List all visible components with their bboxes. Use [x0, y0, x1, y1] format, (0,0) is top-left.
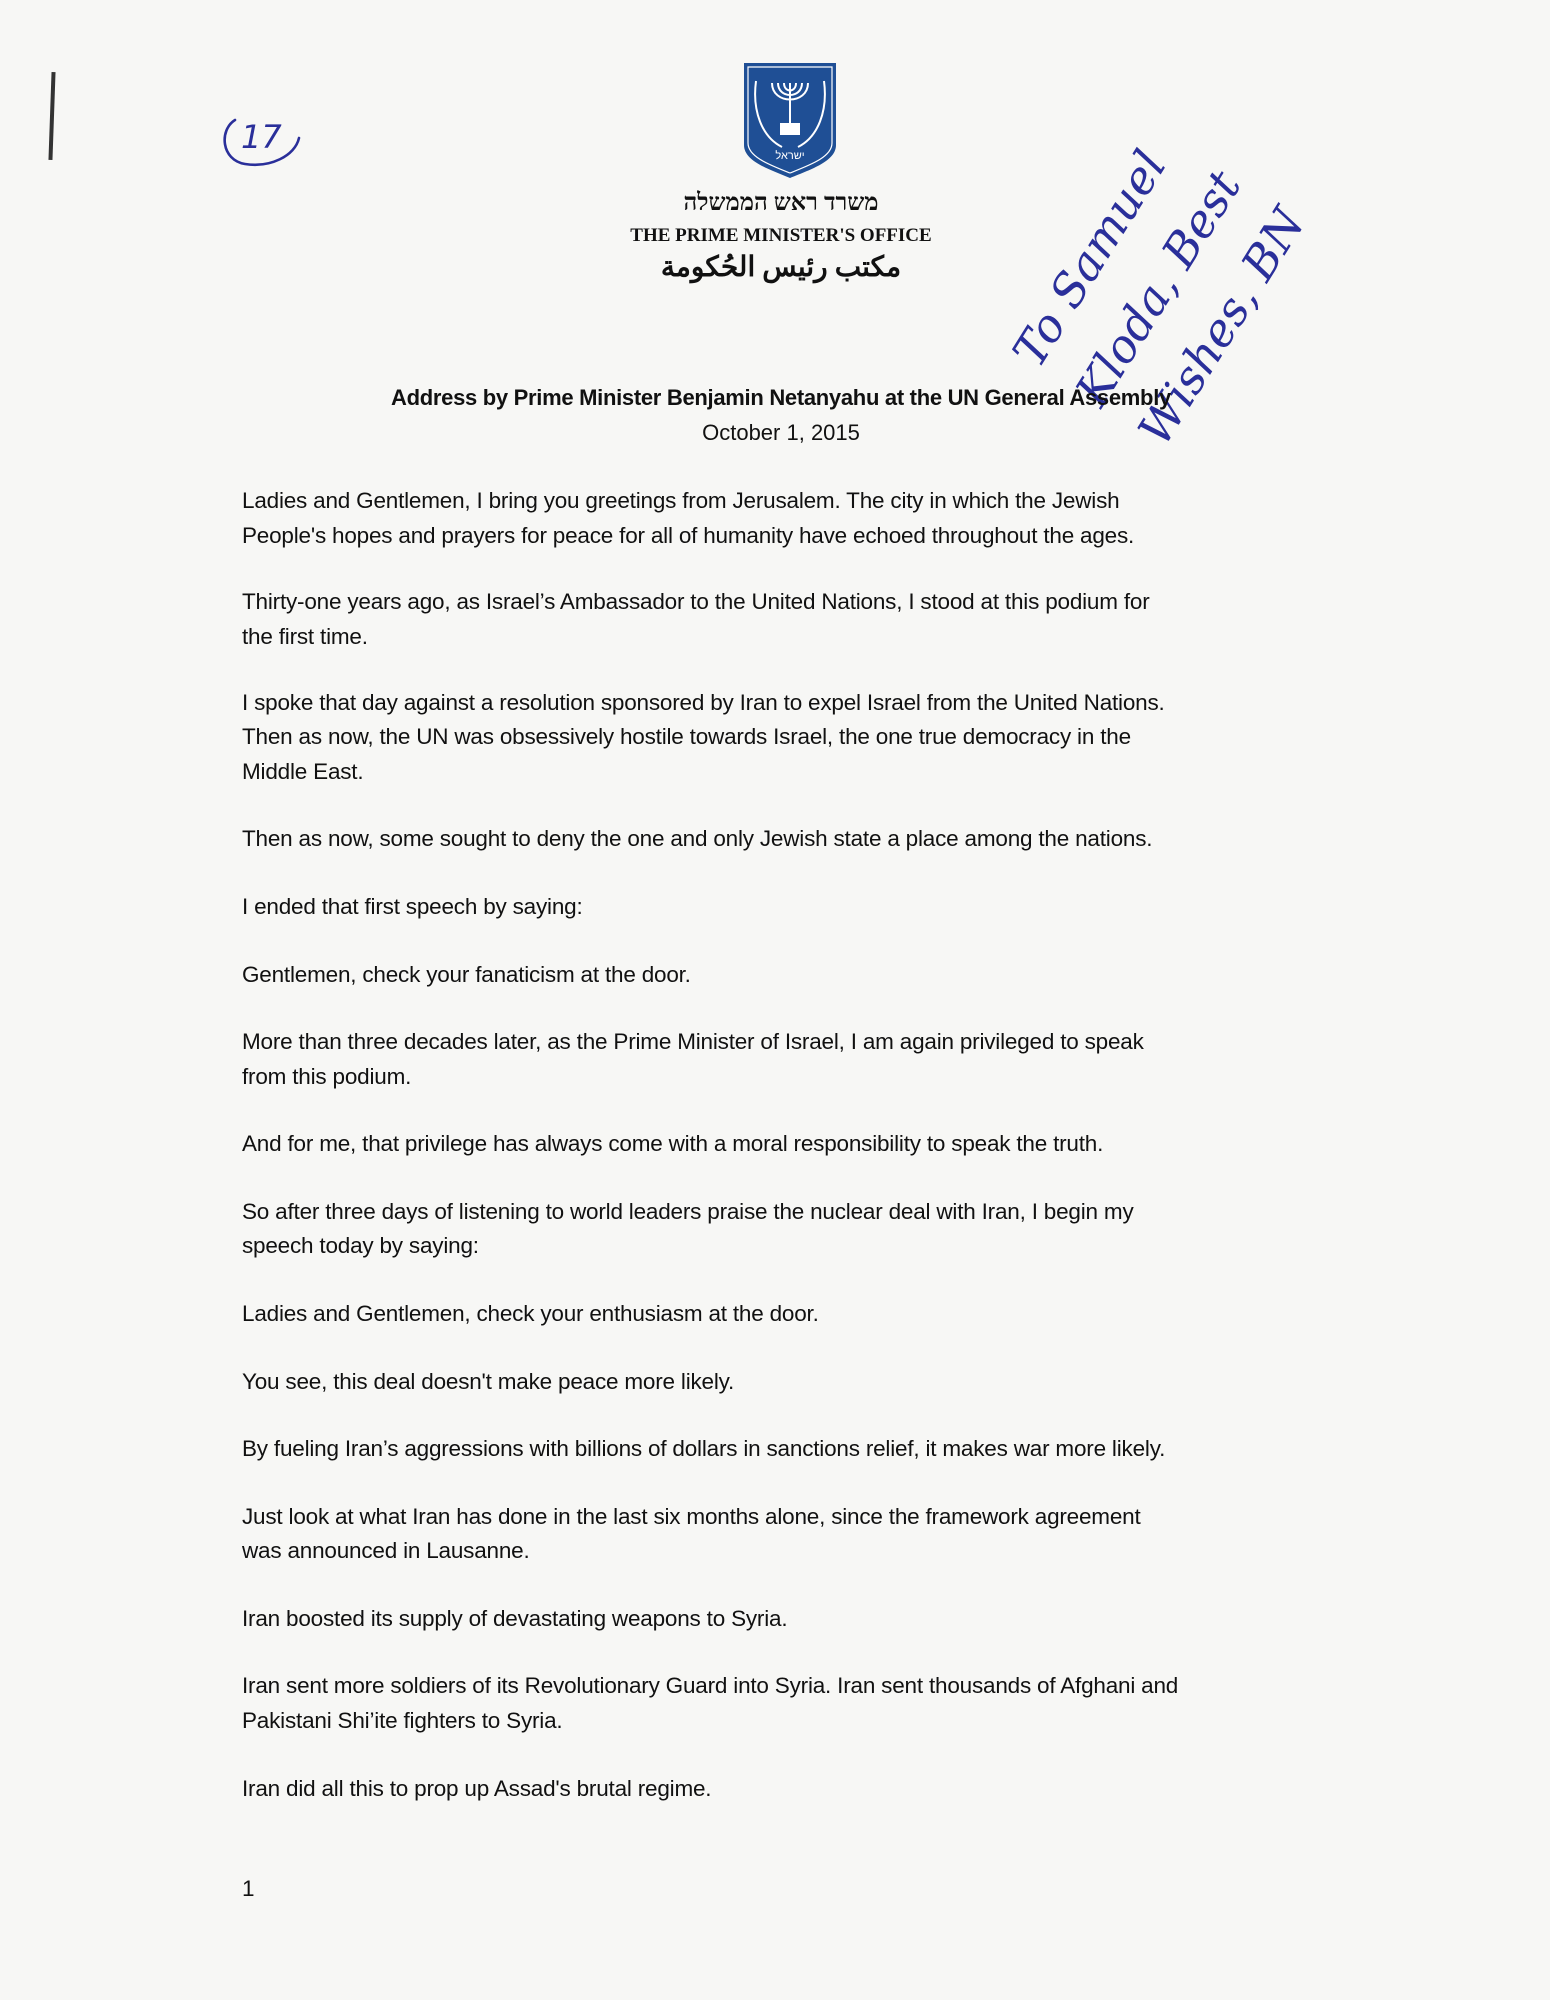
circled-page-annotation	[215, 108, 305, 174]
body-line: Just look at what Iran has done in the last six months alone, since the framework agreement	[242, 1504, 1141, 1529]
page-number: 1	[242, 1876, 255, 1901]
body-line: Then as now, some sought to deny the one and only Jewish state a place among the nations.	[242, 826, 1153, 851]
menorah-emblem-icon	[742, 61, 838, 179]
body-line: from this podium.	[242, 1064, 412, 1089]
emblem-text: ישראל	[775, 150, 805, 162]
body-line: Middle East.	[242, 759, 364, 784]
body-line: More than three decades later, as the Prime Minister of Israel, I am again privileged to speak	[242, 1029, 1144, 1054]
speech-title: Address by Prime Minister Benjamin Netanyahu at the UN General Assembly	[391, 385, 1171, 410]
circled-number: 17	[241, 118, 282, 156]
letterhead-english: THE PRIME MINISTER'S OFFICE	[630, 225, 932, 246]
speech-date: October 1, 2015	[702, 420, 860, 445]
body-line: Gentlemen, check your fanaticism at the door.	[242, 962, 691, 987]
margin-mark	[48, 72, 55, 160]
body-line: was announced in Lausanne.	[242, 1538, 530, 1563]
body-line: Then as now, the UN was obsessively hostile towards Israel, the one true democracy in the	[242, 724, 1131, 749]
letterhead-arabic: مكتب رئيس الحُكومة	[660, 252, 902, 283]
body-line: By fueling Iran’s aggressions with billions of dollars in sanctions relief, it makes war more likely.	[242, 1436, 1166, 1461]
body-line: People's hopes and prayers for peace for all of humanity have echoed throughout the ages.	[242, 523, 1135, 548]
handwritten-inscription: To Samuel Kloda, Best Wishes, BN	[1001, 140, 1316, 455]
body-line: Thirty-one years ago, as Israel’s Ambassador to the United Nations, I stood at this podium for	[242, 589, 1150, 614]
body-line: Iran boosted its supply of devastating weapons to Syria.	[242, 1606, 788, 1631]
body-line: So after three days of listening to world leaders praise the nuclear deal with Iran, I begin my	[242, 1199, 1134, 1224]
body-line: I ended that first speech by saying:	[242, 894, 583, 919]
body-line: Pakistani Shi’ite fighters to Syria.	[242, 1708, 563, 1733]
body-line: And for me, that privilege has always come with a moral responsibility to speak the truth.	[242, 1131, 1104, 1156]
body-line: the first time.	[242, 624, 368, 649]
body-line: Iran did all this to prop up Assad's brutal regime.	[242, 1776, 712, 1801]
body-line: You see, this deal doesn't make peace more likely.	[242, 1369, 735, 1394]
body-line: I spoke that day against a resolution sponsored by Iran to expel Israel from the United Nations.	[242, 690, 1165, 715]
israel-emblem	[742, 61, 838, 179]
body-line: Ladies and Gentlemen, check your enthusiasm at the door.	[242, 1301, 819, 1326]
body-line: Ladies and Gentlemen, I bring you greetings from Jerusalem. The city in which the Jewish	[242, 488, 1120, 513]
body-line: Iran sent more soldiers of its Revolutionary Guard into Syria. Iran sent thousands of Afghani and	[242, 1673, 1179, 1698]
body-line: speech today by saying:	[242, 1233, 479, 1258]
letterhead-hebrew: משרד ראש הממשלה	[683, 190, 879, 216]
